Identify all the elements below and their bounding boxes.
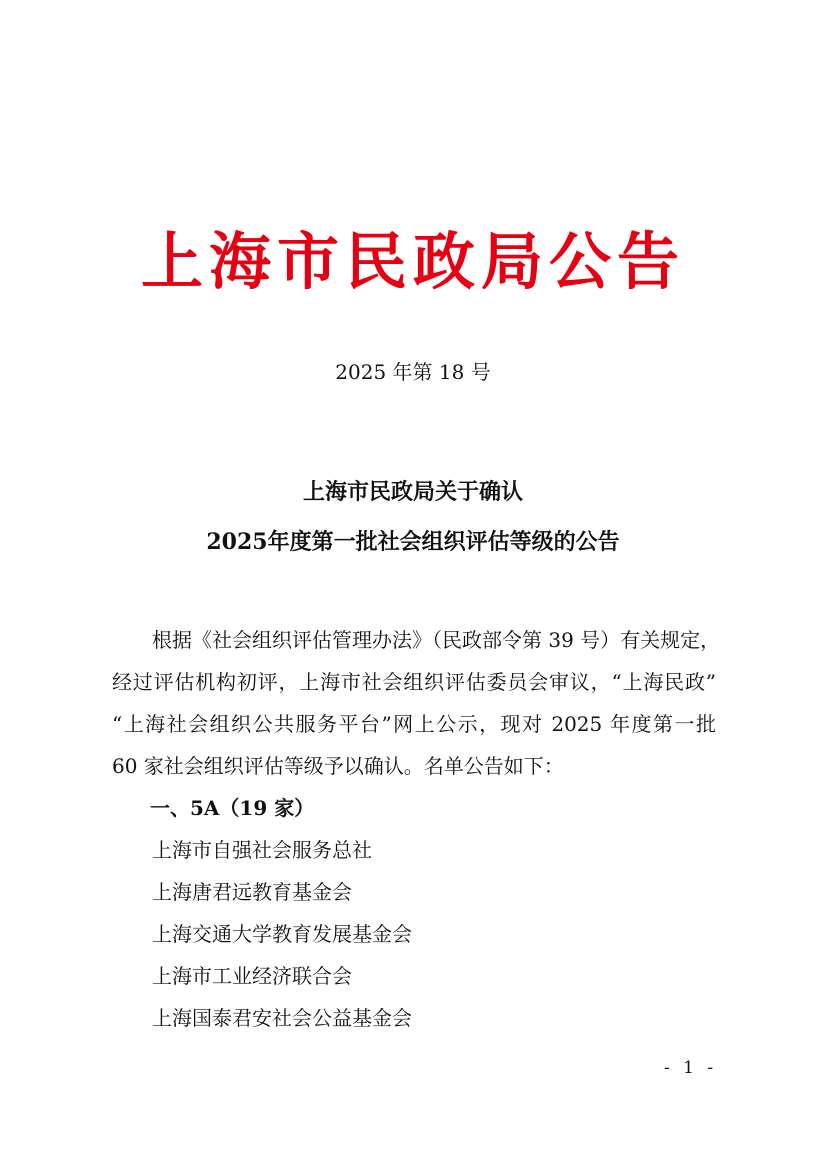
organization-item: 上海国泰君安社会公益基金会 [152,1006,412,1030]
announcement-title-line-1: 上海市民政局关于确认 [302,479,523,505]
masthead-title: 上海市民政局公告 [140,225,685,298]
organization-item: 上海唐君远教育基金会 [152,880,352,904]
page-number: - 1 - [664,1058,718,1078]
section-heading-5a: 一、5A（19 家） [150,796,315,820]
document-number: 2025 年第 18 号 [335,360,491,384]
organization-list [152,836,412,1046]
body-paragraph-line: 经过评估机构初评，上海市社会组织评估委员会审议，“上海民政” [112,670,716,694]
organization-item: 上海交通大学教育发展基金会 [152,922,412,946]
body-paragraph-line: “上海社会组织公共服务平台”网上公示，现对 2025 年度第一批 [112,712,716,736]
organization-item: 上海市工业经济联合会 [152,964,352,988]
organization-item: 上海市自强社会服务总社 [152,838,372,862]
announcement-title-line-2: 2025年度第一批社会组织评估等级的公告 [206,529,620,555]
body-paragraph-line: 60 家社会组织评估等级予以确认。名单公告如下： [112,754,564,778]
body-paragraph-line: 根据《社会组织评估管理办法》（民政部令第 39 号）有关规定， [152,628,721,652]
